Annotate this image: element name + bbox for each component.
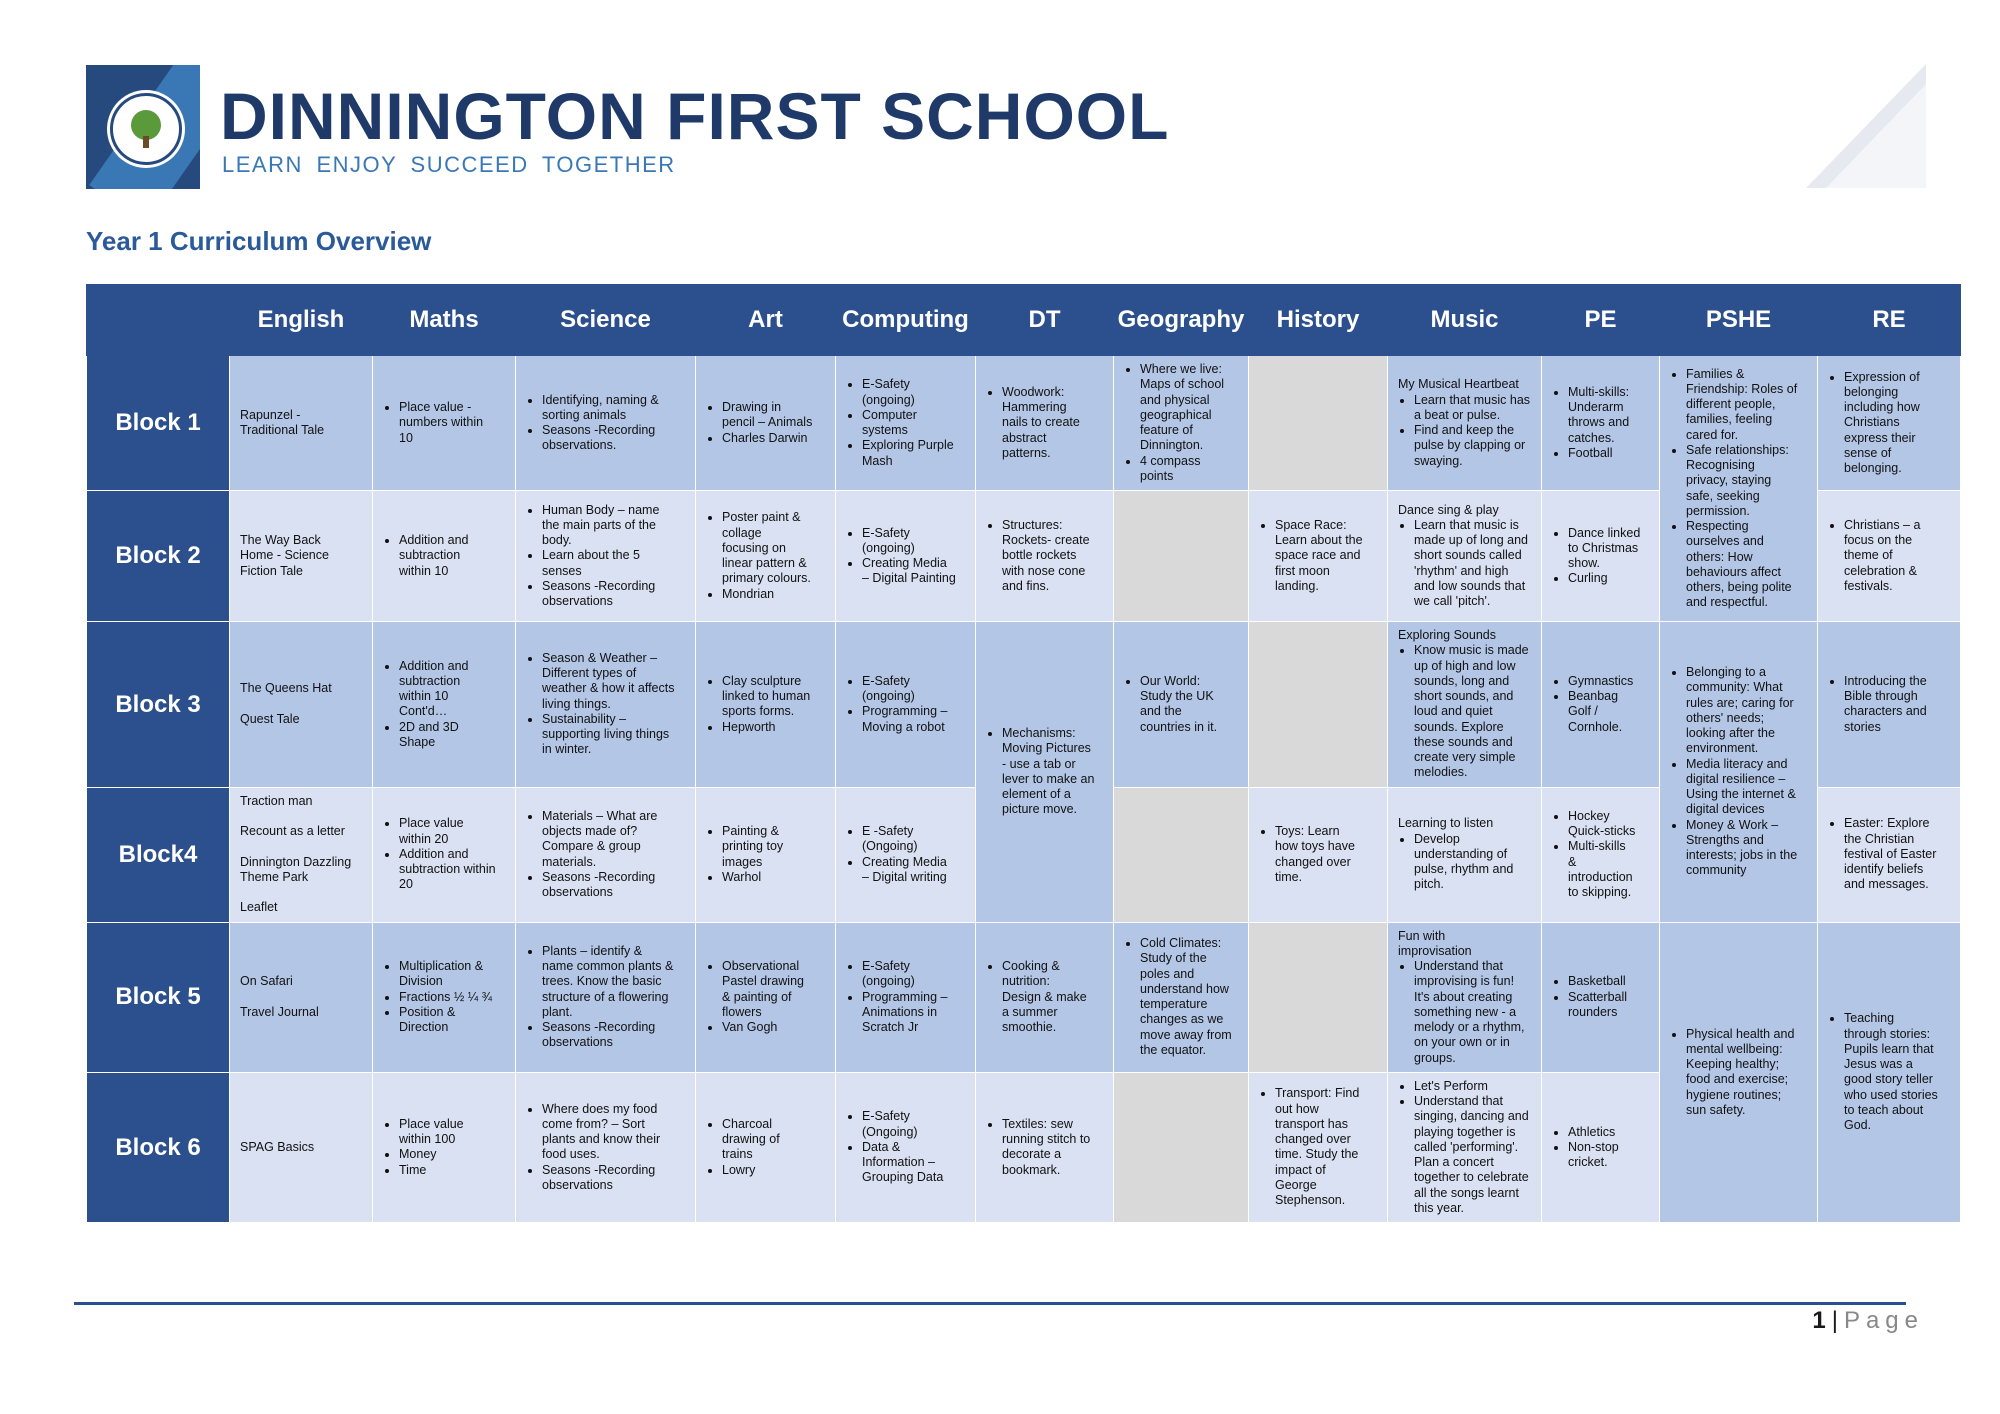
- header-pe: PE: [1542, 285, 1660, 356]
- dt-cell: • Cooking & nutrition: Design & make a summer smoothie.: [976, 922, 1114, 1072]
- pe-cell: • Dance linked to Christmas show. • Curling: [1542, 491, 1660, 622]
- header-re: RE: [1818, 285, 1961, 356]
- header-pshe: PSHE: [1660, 285, 1818, 356]
- pe-cell: • Basketball • Scatterball rounders: [1542, 922, 1660, 1072]
- art-cell: • Drawing in pencil – Animals • Charles Darwin: [696, 356, 836, 491]
- art-cell: • Observational Pastel drawing & painting of flowers • Van Gogh: [696, 922, 836, 1072]
- science-cell: • Identifying, naming & sorting animals • Seasons -Recording observations.: [516, 356, 696, 491]
- dt-cell: • Textiles: sew running stitch to decorate a bookmark.: [976, 1072, 1114, 1222]
- maths-cell: • Multiplication & Division • Fractions ½ ¼ ¾ • Position & Direction: [373, 922, 516, 1072]
- maths-cell: • Place value - numbers within 10: [373, 356, 516, 491]
- english-cell: On Safari Travel Journal: [230, 922, 373, 1072]
- geography-cell: • Where we live: Maps of school and physical geographical feature of Dinnington. • 4 compass points: [1114, 356, 1249, 491]
- header-music: Music: [1388, 285, 1542, 356]
- music-cell: Learning to listen • Develop understanding of pulse, rhythm and pitch.: [1388, 787, 1542, 922]
- science-cell: • Season & Weather – Different types of weather & how it affects living things. • Sustainability – supporting living things in winter.: [516, 622, 696, 788]
- maths-cell: • Addition and subtraction within 10: [373, 491, 516, 622]
- corner-decoration: [1806, 64, 1926, 188]
- music-cell: Fun with improvisation • Understand that improvising is fun! It's about creating something new - a melody or a rhythm, on your own or in groups.: [1388, 922, 1542, 1072]
- dt-cell: • Structures: Rockets- create bottle rockets with nose cone and fins.: [976, 491, 1114, 622]
- page-number: [1812, 1307, 1924, 1335]
- computing-cell: • E-Safety (ongoing) • Creating Media – Digital Painting: [836, 491, 976, 622]
- pe-cell: • Athletics • Non-stop cricket.: [1542, 1072, 1660, 1222]
- school-name: DINNINGTON FIRST SCHOOL: [220, 79, 1170, 153]
- header-history: History: [1249, 285, 1388, 356]
- page-title: Year 1 Curriculum Overview: [86, 226, 432, 256]
- header-maths: Maths: [373, 285, 516, 356]
- computing-cell: • E-Safety (ongoing) • Computer systems • Exploring Purple Mash: [836, 356, 976, 491]
- block-label: Block 2: [87, 491, 230, 622]
- logo-emblem: [110, 93, 182, 165]
- english-cell: SPAG Basics: [230, 1072, 373, 1222]
- pshe-cell: • Belonging to a community: What rules are; caring for others' needs; looking after the environment. • Media literacy and digital resilience – Using the internet & digital devices • Money & Work – Strengths and interests; jobs in the community: [1660, 622, 1818, 923]
- history-cell: • Toys: Learn how toys have changed over time.: [1249, 787, 1388, 922]
- history-cell: • Transport: Find out how transport has changed over time. Study the impact of George Stephenson.: [1249, 1072, 1388, 1222]
- computing-cell: • E-Safety (ongoing) • Programming – Animations in Scratch Jr: [836, 922, 976, 1072]
- re-cell: • Teaching through stories: Pupils learn that Jesus was a good story teller who used stories to teach about God.: [1818, 922, 1961, 1223]
- computing-cell: • E-Safety (Ongoing) • Data & Information – Grouping Data: [836, 1072, 976, 1222]
- header-art: Art: [696, 285, 836, 356]
- geography-cell: • Our World: Study the UK and the countries in it.: [1114, 622, 1249, 788]
- english-cell: Traction man Recount as a letter Dinnington Dazzling Theme Park Leaflet: [230, 787, 373, 922]
- maths-cell: • Place value within 20 • Addition and subtraction within 20: [373, 787, 516, 922]
- re-cell: • Easter: Explore the Christian festival of Easter identify beliefs and messages.: [1818, 787, 1961, 922]
- music-cell: Dance sing & play • Learn that music is made up of long and short sounds called 'rhythm' and high and low sounds that we call 'pitch'.: [1388, 491, 1542, 622]
- block-label: Block 1: [87, 356, 230, 491]
- table-row: [87, 922, 1961, 1072]
- geography-cell-empty: [1114, 491, 1249, 622]
- pe-cell: • Hockey Quick-sticks • Multi-skills & introduction to skipping.: [1542, 787, 1660, 922]
- school-motto: LEARN ENJOY SUCCEED TOGETHER: [222, 152, 676, 177]
- dt-cell: • Mechanisms: Moving Pictures - use a tab or lever to make an element of a picture move.: [976, 622, 1114, 923]
- maths-cell: • Place value within 100 • Money • Time: [373, 1072, 516, 1222]
- footer-divider: [74, 1302, 1906, 1305]
- re-cell: • Introducing the Bible through characters and stories: [1818, 622, 1961, 788]
- re-cell: • Christians – a focus on the theme of celebration & festivals.: [1818, 491, 1961, 622]
- block-label: Block 5: [87, 922, 230, 1072]
- pe-cell: • Gymnastics • Beanbag Golf / Cornhole.: [1542, 622, 1660, 788]
- table-row: [87, 356, 1961, 491]
- geography-cell-empty: [1114, 787, 1249, 922]
- english-cell: The Queens Hat Quest Tale: [230, 622, 373, 788]
- page-word: Page: [1843, 1307, 1924, 1334]
- computing-cell: • E-Safety (ongoing) • Programming – Moving a robot: [836, 622, 976, 788]
- art-cell: • Charcoal drawing of trains • Lowry: [696, 1072, 836, 1222]
- header-english: English: [230, 285, 373, 356]
- block-label: Block 6: [87, 1072, 230, 1222]
- pshe-cell: • Physical health and mental wellbeing: Keeping healthy; food and exercise; hygiene routines; sun safety.: [1660, 922, 1818, 1223]
- header-dt: DT: [976, 285, 1114, 356]
- science-cell: • Plants – identify & name common plants & trees. Know the basic structure of a flowering plant. • Seasons -Recording observations: [516, 922, 696, 1072]
- music-cell: Exploring Sounds • Know music is made up of high and low sounds, long and short sounds, and loud and quiet sounds. Explore these sounds and create very simple melodies.: [1388, 622, 1542, 788]
- history-cell: • Space Race: Learn about the space race and first moon landing.: [1249, 491, 1388, 622]
- music-cell: • Let's Perform • Understand that singing, dancing and playing together is called 'performing'. Plan a concert together to celebrate all the songs learnt this year.: [1388, 1072, 1542, 1222]
- dt-cell: • Woodwork: Hammering nails to create abstract patterns.: [976, 356, 1114, 491]
- pshe-cell: • Families & Friendship: Roles of different people, families, feeling cared for. • Safe relationships: Recognising privacy, staying safe, seeking permission. • Respecting ourselves and others: How behaviours affect others, being polite and respectful.: [1660, 356, 1818, 622]
- block-label: Block4: [87, 787, 230, 922]
- science-cell: • Human Body – name the main parts of the body. • Learn about the 5 senses • Seasons -Recording observations: [516, 491, 696, 622]
- art-cell: • Poster paint & collage focusing on linear pattern & primary colours. • Mondrian: [696, 491, 836, 622]
- music-cell: My Musical Heartbeat • Learn that music has a beat or pulse. • Find and keep the pulse by clapping or swaying.: [1388, 356, 1542, 491]
- header-row: [87, 285, 1961, 356]
- geography-cell-empty: [1114, 1072, 1249, 1222]
- english-cell: Rapunzel - Traditional Tale: [230, 356, 373, 491]
- page-separator: |: [1831, 1307, 1838, 1334]
- header-science: Science: [516, 285, 696, 356]
- header-computing: Computing: [836, 285, 976, 356]
- history-cell-empty: [1249, 922, 1388, 1072]
- re-cell: • Expression of belonging including how Christians express their sense of belonging.: [1818, 356, 1961, 491]
- history-cell-empty: [1249, 356, 1388, 491]
- pe-cell: • Multi-skills: Underarm throws and catches. • Football: [1542, 356, 1660, 491]
- science-cell: • Materials – What are objects made of? Compare & group materials. • Seasons -Recording observations: [516, 787, 696, 922]
- art-cell: • Clay sculpture linked to human sports forms. • Hepworth: [696, 622, 836, 788]
- science-cell: • Where does my food come from? – Sort plants and know their food uses. • Seasons -Recording observations: [516, 1072, 696, 1222]
- maths-cell: • Addition and subtraction within 10 Cont'd… • 2D and 3D Shape: [373, 622, 516, 788]
- table-row: [87, 622, 1961, 788]
- art-cell: • Painting & printing toy images • Warhol: [696, 787, 836, 922]
- geography-cell: • Cold Climates: Study of the poles and understand how temperature changes as we move away from the equator.: [1114, 922, 1249, 1072]
- school-logo: [86, 65, 200, 189]
- header-geography: Geography: [1114, 285, 1249, 356]
- computing-cell: • E -Safety (Ongoing) • Creating Media – Digital writing: [836, 787, 976, 922]
- english-cell: The Way Back Home - Science Fiction Tale: [230, 491, 373, 622]
- curriculum-table: [86, 284, 1961, 1223]
- header-corner: [87, 285, 230, 356]
- history-cell-empty: [1249, 622, 1388, 788]
- block-label: Block 3: [87, 622, 230, 788]
- page-number-value: 1: [1812, 1307, 1826, 1334]
